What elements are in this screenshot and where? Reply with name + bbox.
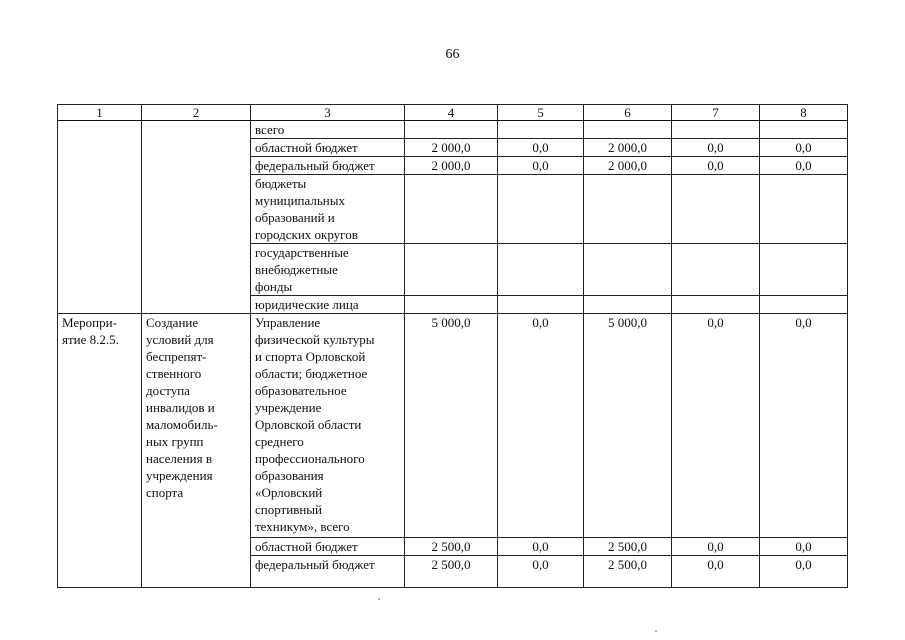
value-cell <box>760 175 848 244</box>
value-cell <box>498 296 584 314</box>
value-cell: 2 000,0 <box>584 139 672 157</box>
table-row <box>58 314 848 538</box>
funding-source: областной бюджет <box>251 538 405 556</box>
header-cell: 5 <box>498 105 584 121</box>
value-cell: 0,0 <box>760 157 848 175</box>
value-cell: 2 500,0 <box>584 556 672 588</box>
value-cell: 2 000,0 <box>405 157 498 175</box>
value-cell: 2 500,0 <box>584 538 672 556</box>
value-cell: 2 500,0 <box>405 538 498 556</box>
value-cell <box>760 244 848 296</box>
value-cell: 2 000,0 <box>584 157 672 175</box>
activity-code: Меропри- ятие 8.2.5. <box>58 314 142 588</box>
funding-source: федеральный бюджет <box>251 157 405 175</box>
value-cell: 2 000,0 <box>405 139 498 157</box>
value-cell: 0,0 <box>498 157 584 175</box>
value-cell: 0,0 <box>760 538 848 556</box>
header-cell: 2 <box>142 105 251 121</box>
funding-source: Управление физической культуры и спорта Орловской области; бюджетное образовательное учреждение Орловской области среднего профессионального образования «Орловский спортивный техникум», всего <box>251 314 405 538</box>
value-cell <box>584 121 672 139</box>
value-cell <box>498 244 584 296</box>
value-cell: 0,0 <box>498 538 584 556</box>
value-cell <box>672 244 760 296</box>
scan-speck <box>655 630 657 632</box>
activity-cell-empty <box>58 121 142 314</box>
value-cell: 0,0 <box>498 556 584 588</box>
header-cell: 4 <box>405 105 498 121</box>
value-cell: 0,0 <box>672 314 760 538</box>
value-cell <box>672 175 760 244</box>
description-cell-empty <box>142 121 251 314</box>
activity-description: Создание условий для беспрепят- ственного доступа инвалидов и маломобиль- ных групп населения в учреждения спорта <box>142 314 251 588</box>
value-cell <box>672 296 760 314</box>
header-cell: 8 <box>760 105 848 121</box>
value-cell <box>760 121 848 139</box>
value-cell <box>584 244 672 296</box>
value-cell <box>498 175 584 244</box>
value-cell <box>760 296 848 314</box>
funding-source: бюджеты муниципальных образований и городских округов <box>251 175 405 244</box>
value-cell <box>405 244 498 296</box>
value-cell: 0,0 <box>760 139 848 157</box>
page-number: 66 <box>445 47 460 62</box>
header-cell: 1 <box>58 105 142 121</box>
value-cell: 5 000,0 <box>584 314 672 538</box>
funding-source: юридические лица <box>251 296 405 314</box>
value-cell: 0,0 <box>672 139 760 157</box>
value-cell: 0,0 <box>672 538 760 556</box>
header-cell: 3 <box>251 105 405 121</box>
funding-source: областной бюджет <box>251 139 405 157</box>
value-cell: 0,0 <box>672 157 760 175</box>
value-cell: 0,0 <box>498 314 584 538</box>
value-cell: 5 000,0 <box>405 314 498 538</box>
value-cell: 0,0 <box>760 556 848 588</box>
value-cell: 0,0 <box>498 139 584 157</box>
value-cell: 0,0 <box>760 314 848 538</box>
header-row <box>58 105 848 121</box>
budget-table <box>57 104 848 588</box>
value-cell <box>584 175 672 244</box>
funding-source: всего <box>251 121 405 139</box>
funding-source: государственные внебюджетные фонды <box>251 244 405 296</box>
value-cell: 2 500,0 <box>405 556 498 588</box>
header-cell: 6 <box>584 105 672 121</box>
value-cell <box>672 121 760 139</box>
header-cell: 7 <box>672 105 760 121</box>
value-cell <box>498 121 584 139</box>
table-row <box>58 121 848 139</box>
value-cell <box>405 175 498 244</box>
funding-source: федеральный бюджет <box>251 556 405 588</box>
value-cell: 0,0 <box>672 556 760 588</box>
value-cell <box>405 121 498 139</box>
value-cell <box>584 296 672 314</box>
scan-speck <box>378 598 380 600</box>
value-cell <box>405 296 498 314</box>
